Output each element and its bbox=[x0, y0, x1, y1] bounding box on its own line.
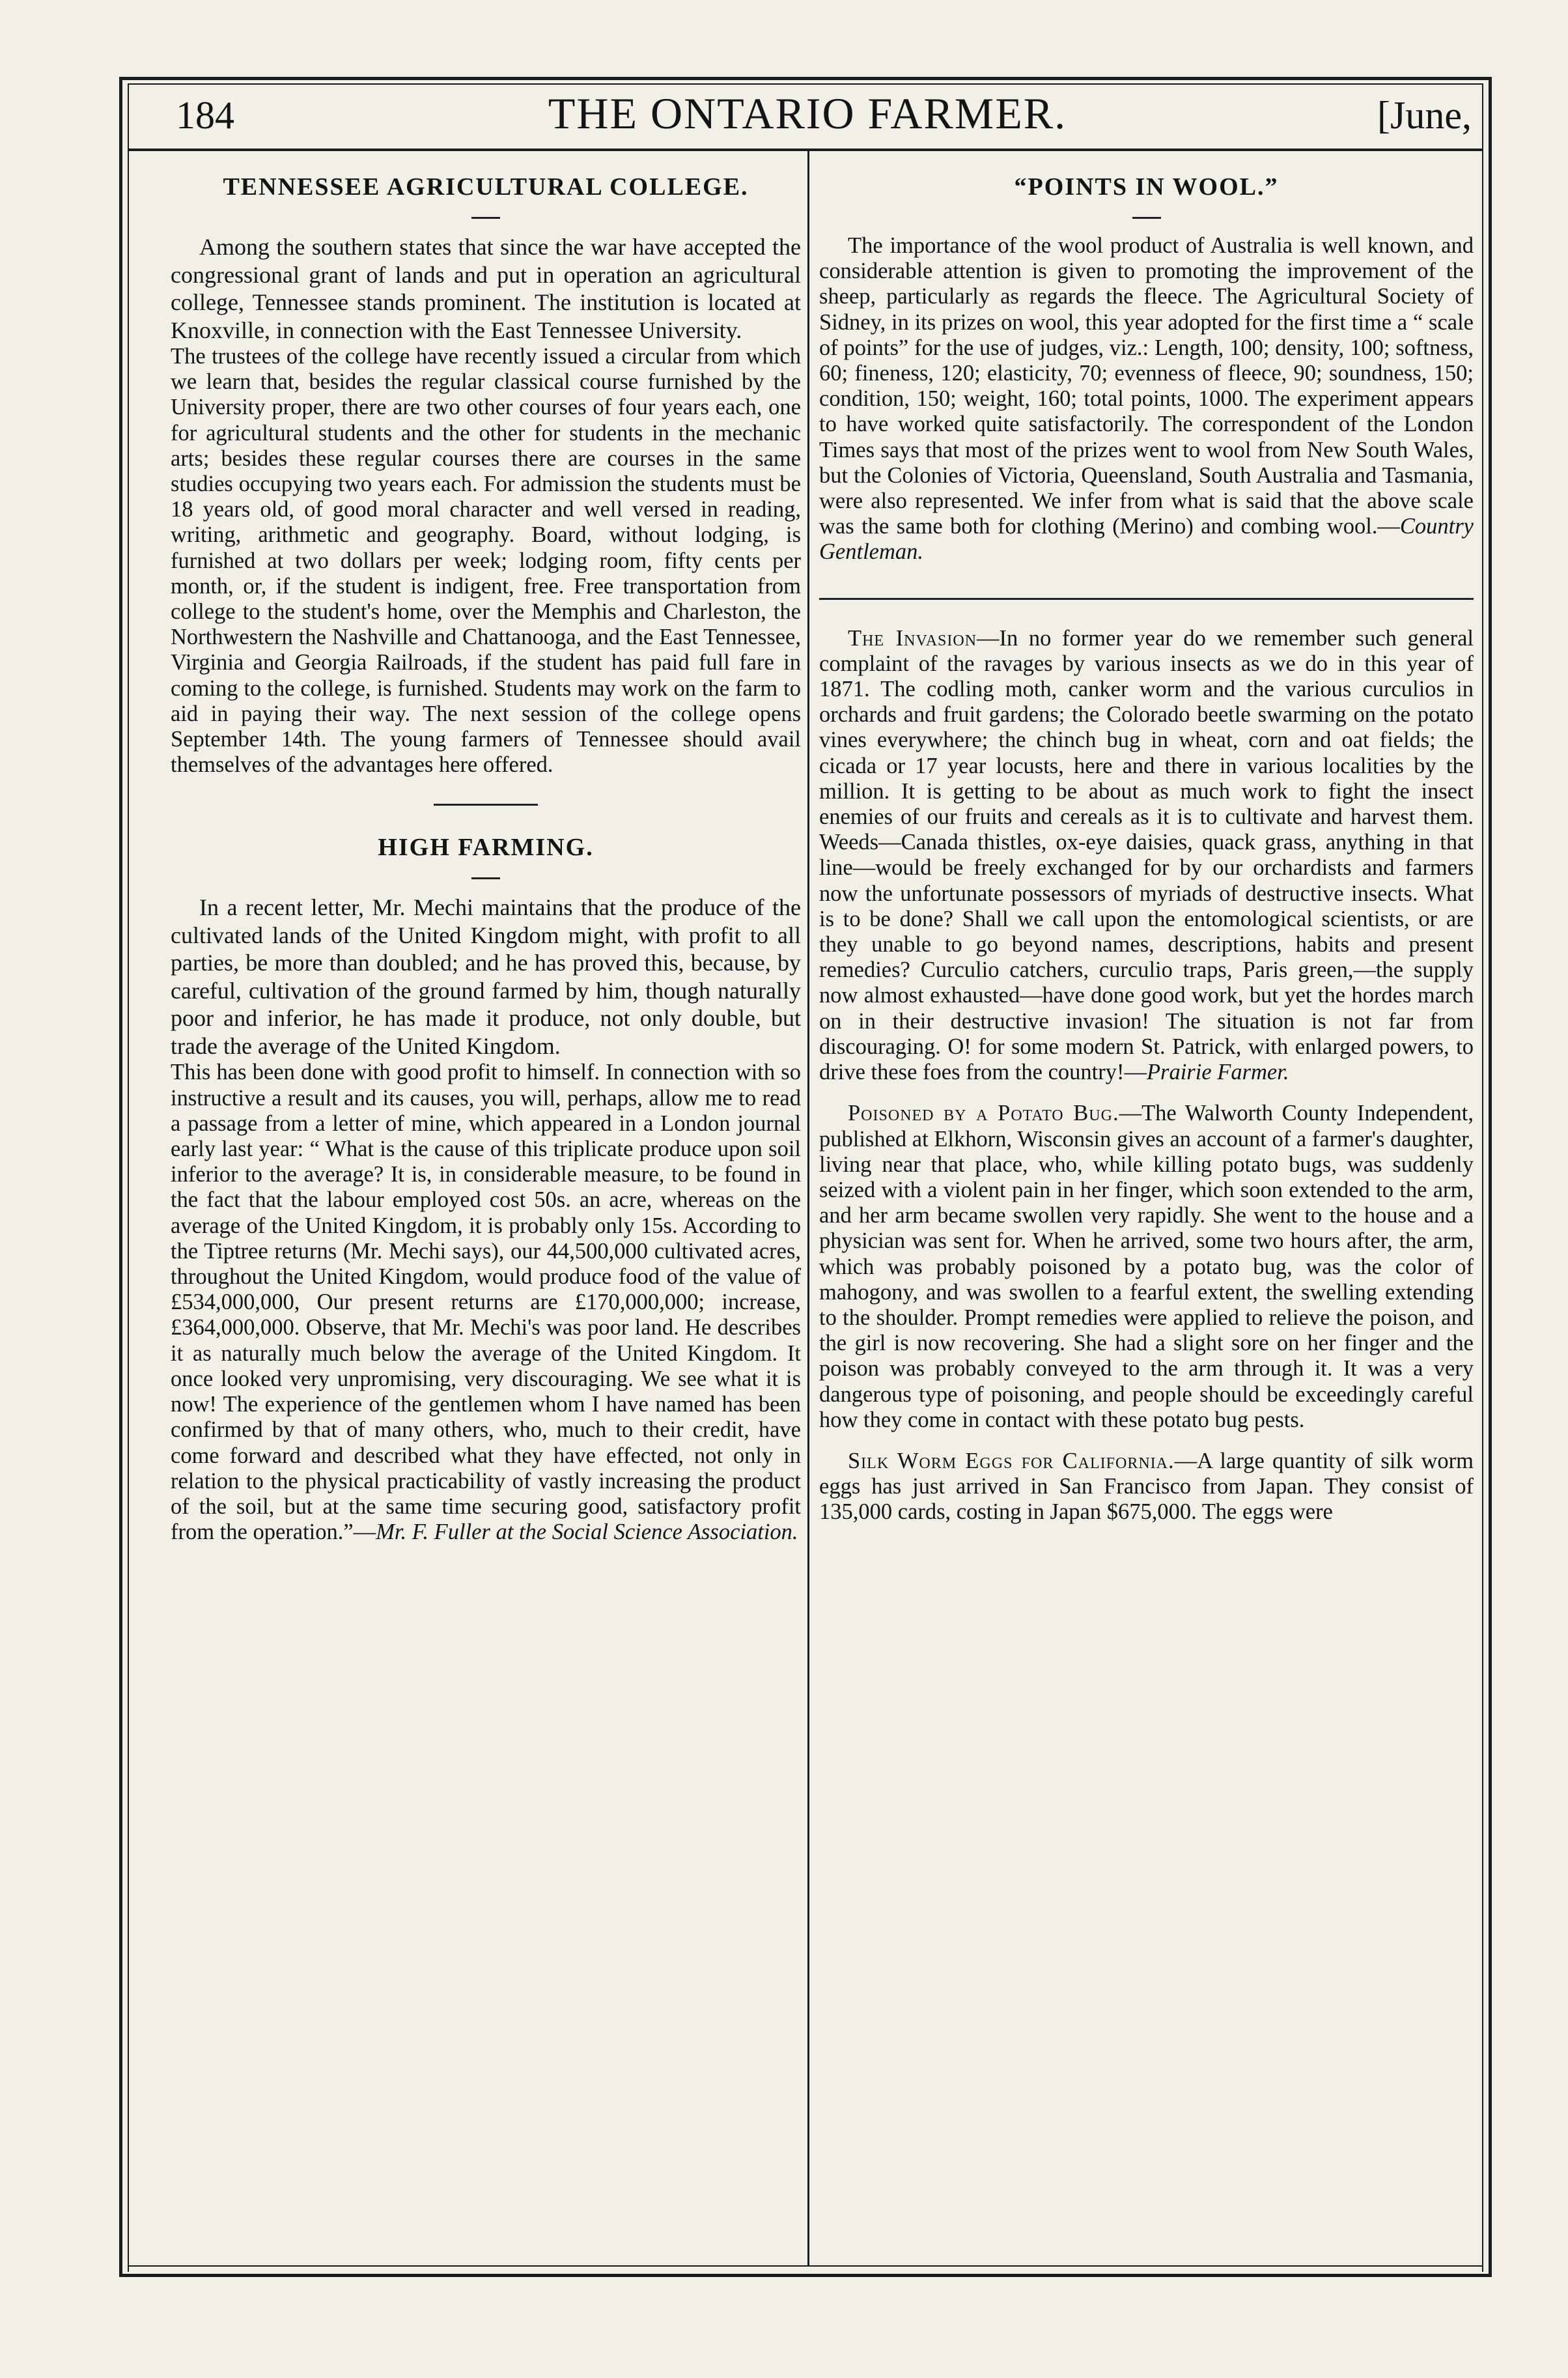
left-border-rule-inner bbox=[128, 83, 129, 2272]
spacer bbox=[819, 1085, 1474, 1101]
article-lead: Poisoned by a Potato Bug. bbox=[848, 1101, 1119, 1126]
left-border-rule bbox=[119, 77, 122, 2277]
article-lead: The Invasion bbox=[848, 625, 977, 651]
right-border-rule-inner bbox=[1482, 83, 1483, 2272]
article-invasion bbox=[819, 626, 1474, 1086]
title-dash bbox=[471, 877, 500, 879]
bottom-border-rule bbox=[119, 2274, 1492, 2277]
article-source: Prairie Farmer. bbox=[1146, 1060, 1289, 1085]
title-dash bbox=[1132, 217, 1161, 219]
article-text: —In no former year do we remember such general complaint of the ravages by various insects as we do in this year of 1871. The codling moth, canker worm and the various curculios in orchards and fruit gardens; the Colorado beetle swarming on the potato vines everywhere; the chinch bug in wheat, corn and oat fields; the cicada or 17 year locusts, here and there in various localities by the million. It is getting to be about as much work to fight the insect enemies of our fruits and cereals as it is to cultivate and harvest them. Weeds—Canada thistles, ox-eye daisies, quack grass, anything in that line—would be freely exchanged for by our orchardists and farmers now the unfortunate possessors of myriads of destructive insects. What is to be done? Shall we call upon the entomological scientists, or are they unable to go beyond names, descriptions, habits and present remedies? Curculio catchers, curculio traps, Paris green,—the supply now almost exhausted—have done good work, but yet the hordes march on in their destructive invasion! The situation is not far from discouraging. O! for some modern St. Patrick, with enlarged powers, to drive these foes from the country!— bbox=[819, 625, 1474, 1085]
spacer bbox=[819, 1433, 1474, 1449]
top-border-rule-inner bbox=[128, 83, 1483, 85]
article-title: HIGH FARMING. bbox=[378, 834, 594, 862]
top-border-rule bbox=[119, 77, 1492, 80]
article-tennessee bbox=[171, 171, 801, 778]
bottom-border-rule-inner bbox=[128, 2265, 1483, 2267]
article-points-in-wool bbox=[819, 171, 1474, 565]
article-silk-worm bbox=[819, 1449, 1474, 1525]
article-paragraph bbox=[819, 626, 1474, 1086]
article-title: TENNESSEE AGRICULTURAL COLLEGE. bbox=[223, 173, 749, 201]
section-rule bbox=[434, 804, 538, 806]
section-rule bbox=[819, 598, 1474, 600]
article-text: This has been done with good profit to himself. In connection with so instructive a result and its causes, you will, perhaps, allow me to read a passage from a letter of mine, which appeared in a London journal early last year: “ What is the cause of this triplicate produce upon soil inferior to the average? It is, in considerable measure, to be found in the fact that the labour employed cost 50s. an acre, whereas on the average of the United Kingdom, it is probably only 15s. According to the Tiptree returns (Mr. Mechi says), our 44,500,000 cultivated acres, throughout the United Kingdom, would produce food of the value of £534,000,000, Our present returns are £170,000,000; increase, £364,000,000. Observe, that Mr. Mechi's was poor land. He describes it as naturally much below the average of the United Kingdom. It once looked very unpromising, very discouraging. We see what it is now! The experience of the gentlemen whom I have named has been confirmed by that of many others, who, much to their credit, have come forward and described what they have effected, not only in relation to the physical practicability of vastly increasing the product of the soil, but at the same time securing good, satisfactory profit from the operation.”— bbox=[171, 1060, 801, 1545]
article-paragraph bbox=[819, 233, 1474, 565]
article-source: Country Gentleman. bbox=[819, 514, 1474, 565]
title-dash bbox=[471, 217, 500, 219]
article-text: —The Walworth County Independent, published at Elkhorn, Wisconsin gives an account of a farmer's daughter, living near that place, who, while killing potato bugs, was suddenly seized with a violent pain in her finger, which soon extended to the arm, and her arm became swollen very rapidly. She went to the house and a physician was sent for. When he arrived, some two hours after, the arm, which was probably poisoned by a potato bug, was the color of mahogony, and was swollen to a fearful extent, the swelling extending to the shoulder. Prompt remedies were applied to relieve the poison, and the girl is now recovering. She had a slight sore on her finger and the poison was probably conveyed to the arm through it. It was a very dangerous type of poisoning, and people should be exceedingly careful how they come in contact with these potato bug pests. bbox=[819, 1101, 1474, 1432]
article-high-farming bbox=[171, 832, 801, 1545]
article-paragraph bbox=[171, 1060, 801, 1545]
article-text: —A large quantity of silk worm eggs has just arrived in San Francisco from Japan. They consist of 135,000 cards, costing in Japan $675,000. The eggs were bbox=[819, 1448, 1474, 1525]
article-paragraph: The trustees of the college have recently issued a circular from which we learn that, besides the regular classical course furnished by the University proper, there are two other courses of four years each, one for agricultural students and the other for students in the mechanic arts; besides these regular courses there are courses in the same studies occupying two years each. For admission the students must be 18 years old, of good moral character and well versed in reading, writing, arithmetic and geography. Board, without lodging, is furnished at two dollars per week; lodging room, fifty cents per month, or, if the student is indigent, free. Free transportation from college to the student's home, over the Memphis and Charleston, the Northwestern the Nashville and Chattanooga, and the East Tennessee, Virginia and Georgia Railroads, if the student has paid full fare in coming to the college, is furnished. Students may work on the farm to aid in paying their way. The next session of the college opens September 14th. The young farmers of Tennessee should avail themselves of the advantages here offered. bbox=[171, 344, 801, 778]
article-source: Mr. F. Fuller at the Social Science Association. bbox=[376, 1520, 798, 1545]
right-border-rule bbox=[1489, 77, 1492, 2277]
left-column bbox=[171, 160, 801, 1545]
article-text: The importance of the wool product of Australia is well known, and considerable attention is given to promoting the improvement of the sheep, particularly as regards the fleece. The Agricultural Society of Sidney, in its prizes on wool, this year adopted for the first time a “ scale of points” for the use of judges, viz.: Length, 100; density, 100; softness, 60; fineness, 120; elasticity, 70; evenness of fleece, 90; soundness, 150; condition, 150; weight, 160; total points, 1000. The experiment appears to have worked quite satisfactorily. The correspondent of the London Times says that most of the prizes went to wool from New South Wales, but the Colonies of Victoria, Queensland, South Australia and Tasmania, were also represented. We infer from what is said that the above scale was the same both for clothing (Merino) and combing wool.— bbox=[819, 233, 1474, 539]
issue-month: [June, bbox=[1377, 94, 1472, 137]
page-number: 184 bbox=[176, 94, 234, 137]
article-paragraph: Among the southern states that since the war have accepted the congressional grant of lands and put in operation an agricultural college, Tennessee stands prominent. The institution is located at Knoxville, in connection with the East Tennessee University. bbox=[171, 234, 801, 343]
article-paragraph bbox=[819, 1101, 1474, 1433]
article-paragraph: In a recent letter, Mr. Mechi maintains that the produce of the cultivated lands of the United Kingdom might, with profit to all parties, be more than doubled; and he has proved this, because, by careful, cultivation of the ground farmed by him, though naturally poor and inferior, he has made it produce, not only double, but trade the average of the United Kingdom. bbox=[171, 894, 801, 1059]
article-paragraph bbox=[819, 1449, 1474, 1525]
article-poisoned bbox=[819, 1101, 1474, 1433]
journal-title: THE ONTARIO FARMER. bbox=[548, 89, 1067, 138]
article-lead: Silk Worm Eggs for California. bbox=[848, 1448, 1175, 1473]
page-header bbox=[130, 88, 1485, 160]
article-title: “POINTS IN WOOL.” bbox=[1014, 173, 1279, 201]
column-divider bbox=[807, 151, 809, 2265]
right-column bbox=[819, 160, 1474, 1525]
